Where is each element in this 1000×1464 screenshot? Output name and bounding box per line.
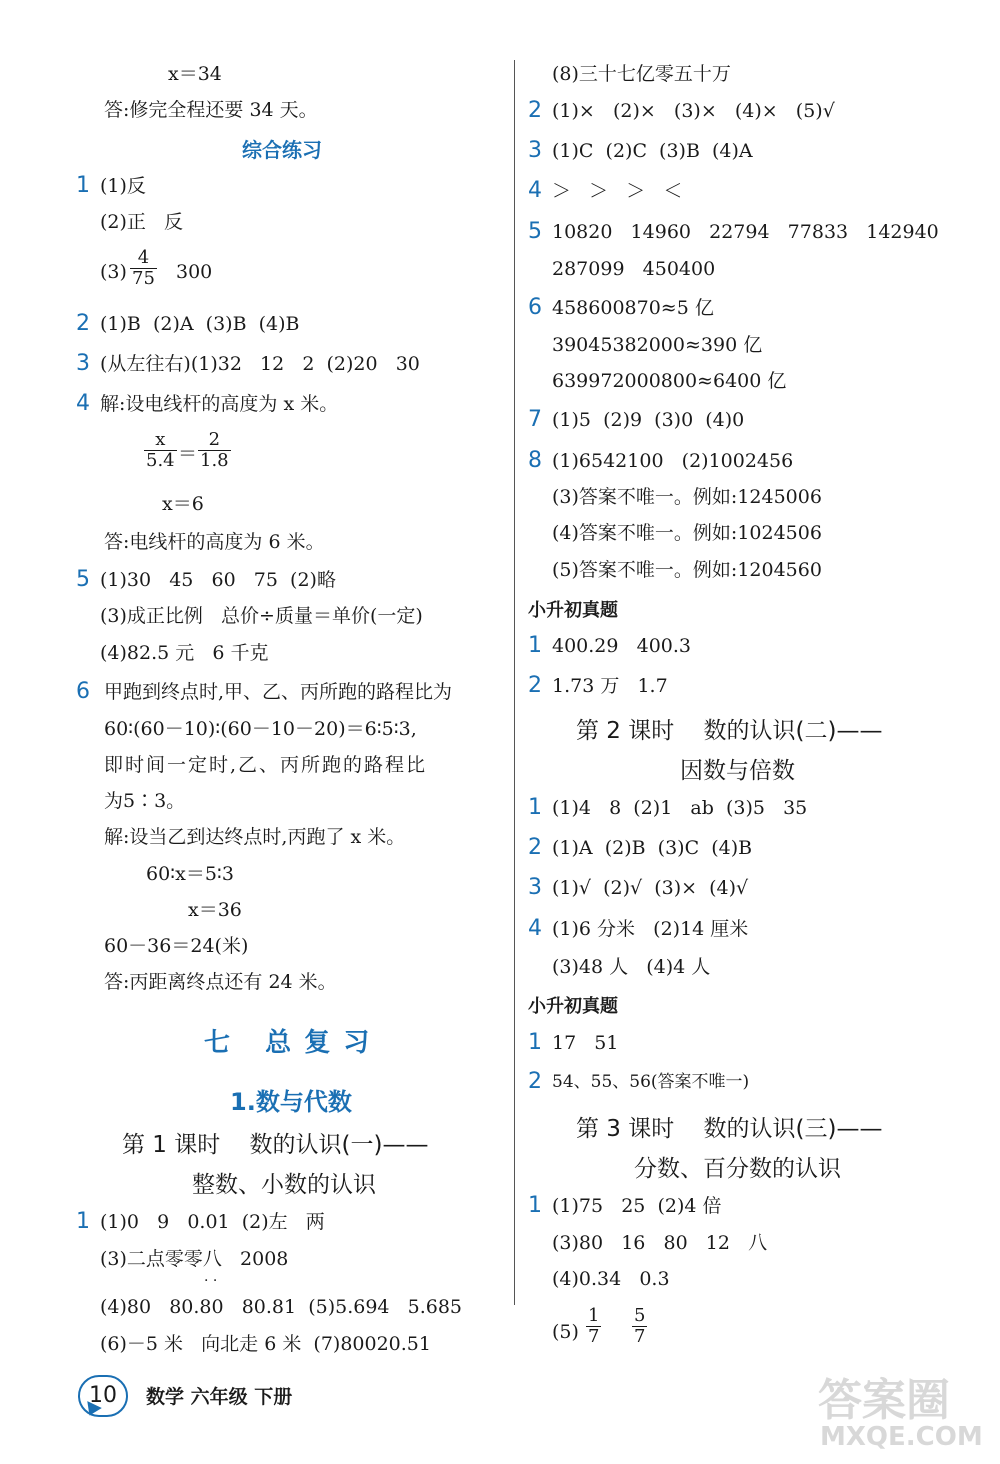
fraction: $\frac{2}{1.8}$ [200, 429, 229, 471]
question-number: 2 [76, 311, 90, 336]
question-number: 1 [76, 173, 90, 198]
answer-line: x＝36 [188, 899, 242, 921]
question-number: 3 [528, 138, 542, 163]
answer-line: (3)成正比例 总价÷质量＝单价(一定) [100, 605, 423, 627]
answer-line: (1)0 9 0.01 (2)左 两 [100, 1211, 325, 1233]
answer-line: 400.29 400.3 [552, 635, 691, 657]
answer-line: x＝34 [168, 63, 222, 85]
answer-line: (1)6542100 (2)1002456 [552, 450, 794, 472]
question-number: 5 [76, 567, 90, 592]
question-number: 1 [76, 1209, 90, 1234]
answer-line: (从左往右)(1)32 12 2 (2)20 30 [100, 353, 420, 375]
answer-line: 1.73 万 1.7 [552, 675, 668, 697]
page-number: 10 [78, 1375, 128, 1417]
question-number: 2 [528, 1069, 542, 1094]
question-number: 1 [528, 1193, 542, 1218]
question-number: 1 [528, 633, 542, 658]
answer-line: ＞ ＞ ＞ ＜ [552, 180, 683, 202]
equals-sign: ＝ [178, 443, 198, 465]
answer-line: 答:电线杆的高度为 6 米。 [104, 531, 325, 553]
answer-line: (1)C (2)C (3)B (4)A [552, 140, 753, 162]
answer-line: 甲跑到终点时,甲、乙、丙所跑的路程比为 [104, 681, 453, 703]
answer-line: 解:设当乙到达终点时,丙跑了 x 米。 [104, 826, 406, 848]
answer-line: 300 [176, 261, 213, 283]
answer-line: (1)A (2)B (3)C (4)B [552, 837, 753, 859]
lesson-subtitle: 整数、小数的认识 [192, 1172, 376, 1198]
watermark-url: MXQE.COM [820, 1422, 983, 1452]
answer-line: (1)75 25 (2)4 倍 [552, 1195, 722, 1217]
question-number: 2 [528, 835, 542, 860]
answer-line: (2)正 反 [100, 211, 184, 233]
question-number: 3 [528, 875, 542, 900]
answer-line: (4)80 80.80 80.81 (5)5.694 5.685 [100, 1296, 463, 1318]
question-number: 1 [528, 1030, 542, 1055]
question-number: 2 [528, 673, 542, 698]
answer-line: 为5∶3。 [104, 790, 186, 812]
answer-line: 17 51 [552, 1032, 619, 1054]
fraction: $\frac{1}{7}$ [588, 1305, 600, 1347]
answer-line: 60∶(60－10)∶(60－10－20)＝6∶5∶3, [104, 718, 417, 740]
footer-book-title: 数学 六年级 下册 [146, 1386, 293, 1408]
lesson-title: 第 2 课时 数的认识(二)—— [576, 718, 883, 744]
answer-line: (3)48 人 (4)4 人 [552, 956, 711, 978]
question-number: 6 [76, 679, 90, 704]
answer-line: (1)5 (2)9 (3)0 (4)0 [552, 409, 745, 431]
watermark-logo: 答案圈 [818, 1375, 950, 1426]
fraction: $\frac{x}{5.4}$ [146, 429, 175, 471]
lesson-title: 第 3 课时 数的认识(三)—— [576, 1116, 883, 1142]
column-divider [514, 60, 515, 1305]
answer-line: 60－36＝24(米) [104, 935, 249, 957]
answer-line: (3)答案不唯一。例如:1245006 [552, 486, 822, 508]
answer-line: (1)√ (2)√ (3)× (4)√ [552, 877, 749, 899]
lesson-title: 第 1 课时 数的认识(一)—— [122, 1132, 429, 1158]
answer-line: (1)B (2)A (3)B (4)B [100, 313, 300, 335]
question-number: 2 [528, 98, 542, 123]
answer-line: (1)6 分米 (2)14 厘米 [552, 918, 749, 940]
answer-line: (1)4 8 (2)1 ab (3)5 35 [552, 797, 808, 819]
answer-line: 54、55、56(答案不唯一) [552, 1072, 750, 1092]
question-number: 6 [528, 295, 542, 320]
question-number: 4 [528, 916, 542, 941]
question-number: 4 [76, 391, 90, 416]
answer-line: 即时间一定时,乙、丙所跑的路程比 [104, 754, 428, 776]
answer-line: (1)反 [100, 175, 146, 197]
repeating-dots: · · [204, 1273, 218, 1289]
chapter-title: 七 总 复 习 [204, 1028, 372, 1058]
question-number: 1 [528, 795, 542, 820]
answer-line: (1)30 45 60 75 (2)略 [100, 569, 336, 591]
answer-line: (3)80 16 80 12 八 [552, 1232, 768, 1254]
answer-line: (8)三十七亿零五十万 [552, 63, 731, 85]
answer-line: 解:设电线杆的高度为 x 米。 [100, 393, 339, 415]
exam-heading: 小升初真题 [528, 996, 618, 1017]
fraction: $\frac{4}{75}$ [132, 247, 155, 289]
question-number: 8 [528, 448, 542, 473]
answer-line: (4)答案不唯一。例如:1024506 [552, 522, 822, 544]
answer-line: (3)二点零零八 2008 [100, 1248, 289, 1270]
exam-heading: 小升初真题 [528, 600, 618, 621]
answer-line: (4)82.5 元 6 千克 [100, 642, 269, 664]
answer-line: (4)0.34 0.3 [552, 1268, 670, 1290]
answer-line: x＝6 [162, 493, 204, 515]
answer-line: 60∶x＝5∶3 [146, 863, 234, 885]
lesson-subtitle: 分数、百分数的认识 [634, 1156, 841, 1182]
answer-line: 39045382000≈390 亿 [552, 334, 763, 356]
answer-line: 10820 14960 22794 77833 142940 [552, 221, 939, 243]
part-title: 1.数与代数 [230, 1088, 352, 1116]
question-number: 3 [76, 351, 90, 376]
answer-line: (5)答案不唯一。例如:1204560 [552, 559, 822, 581]
lesson-subtitle: 因数与倍数 [680, 758, 795, 784]
section-title: 综合练习 [242, 138, 322, 162]
fraction: $\frac{5}{7}$ [634, 1305, 646, 1347]
answer-line: 答:修完全程还要 34 天。 [104, 99, 318, 121]
answer-line: (6)－5 米 向北走 6 米 (7)80020.51 [100, 1333, 431, 1355]
answer-line: (1)× (2)× (3)× (4)× (5)√ [552, 100, 835, 122]
question-number: 4 [528, 178, 542, 203]
answer-line: 639972000800≈6400 亿 [552, 370, 787, 392]
answer-line: (5) [552, 1321, 579, 1343]
answer-line: 458600870≈5 亿 [552, 297, 714, 319]
answer-line: 287099 450400 [552, 258, 716, 280]
answer-line: (3) [100, 261, 127, 283]
question-number: 5 [528, 219, 542, 244]
question-number: 7 [528, 407, 542, 432]
answer-line: 答:丙距离终点还有 24 米。 [104, 971, 337, 993]
